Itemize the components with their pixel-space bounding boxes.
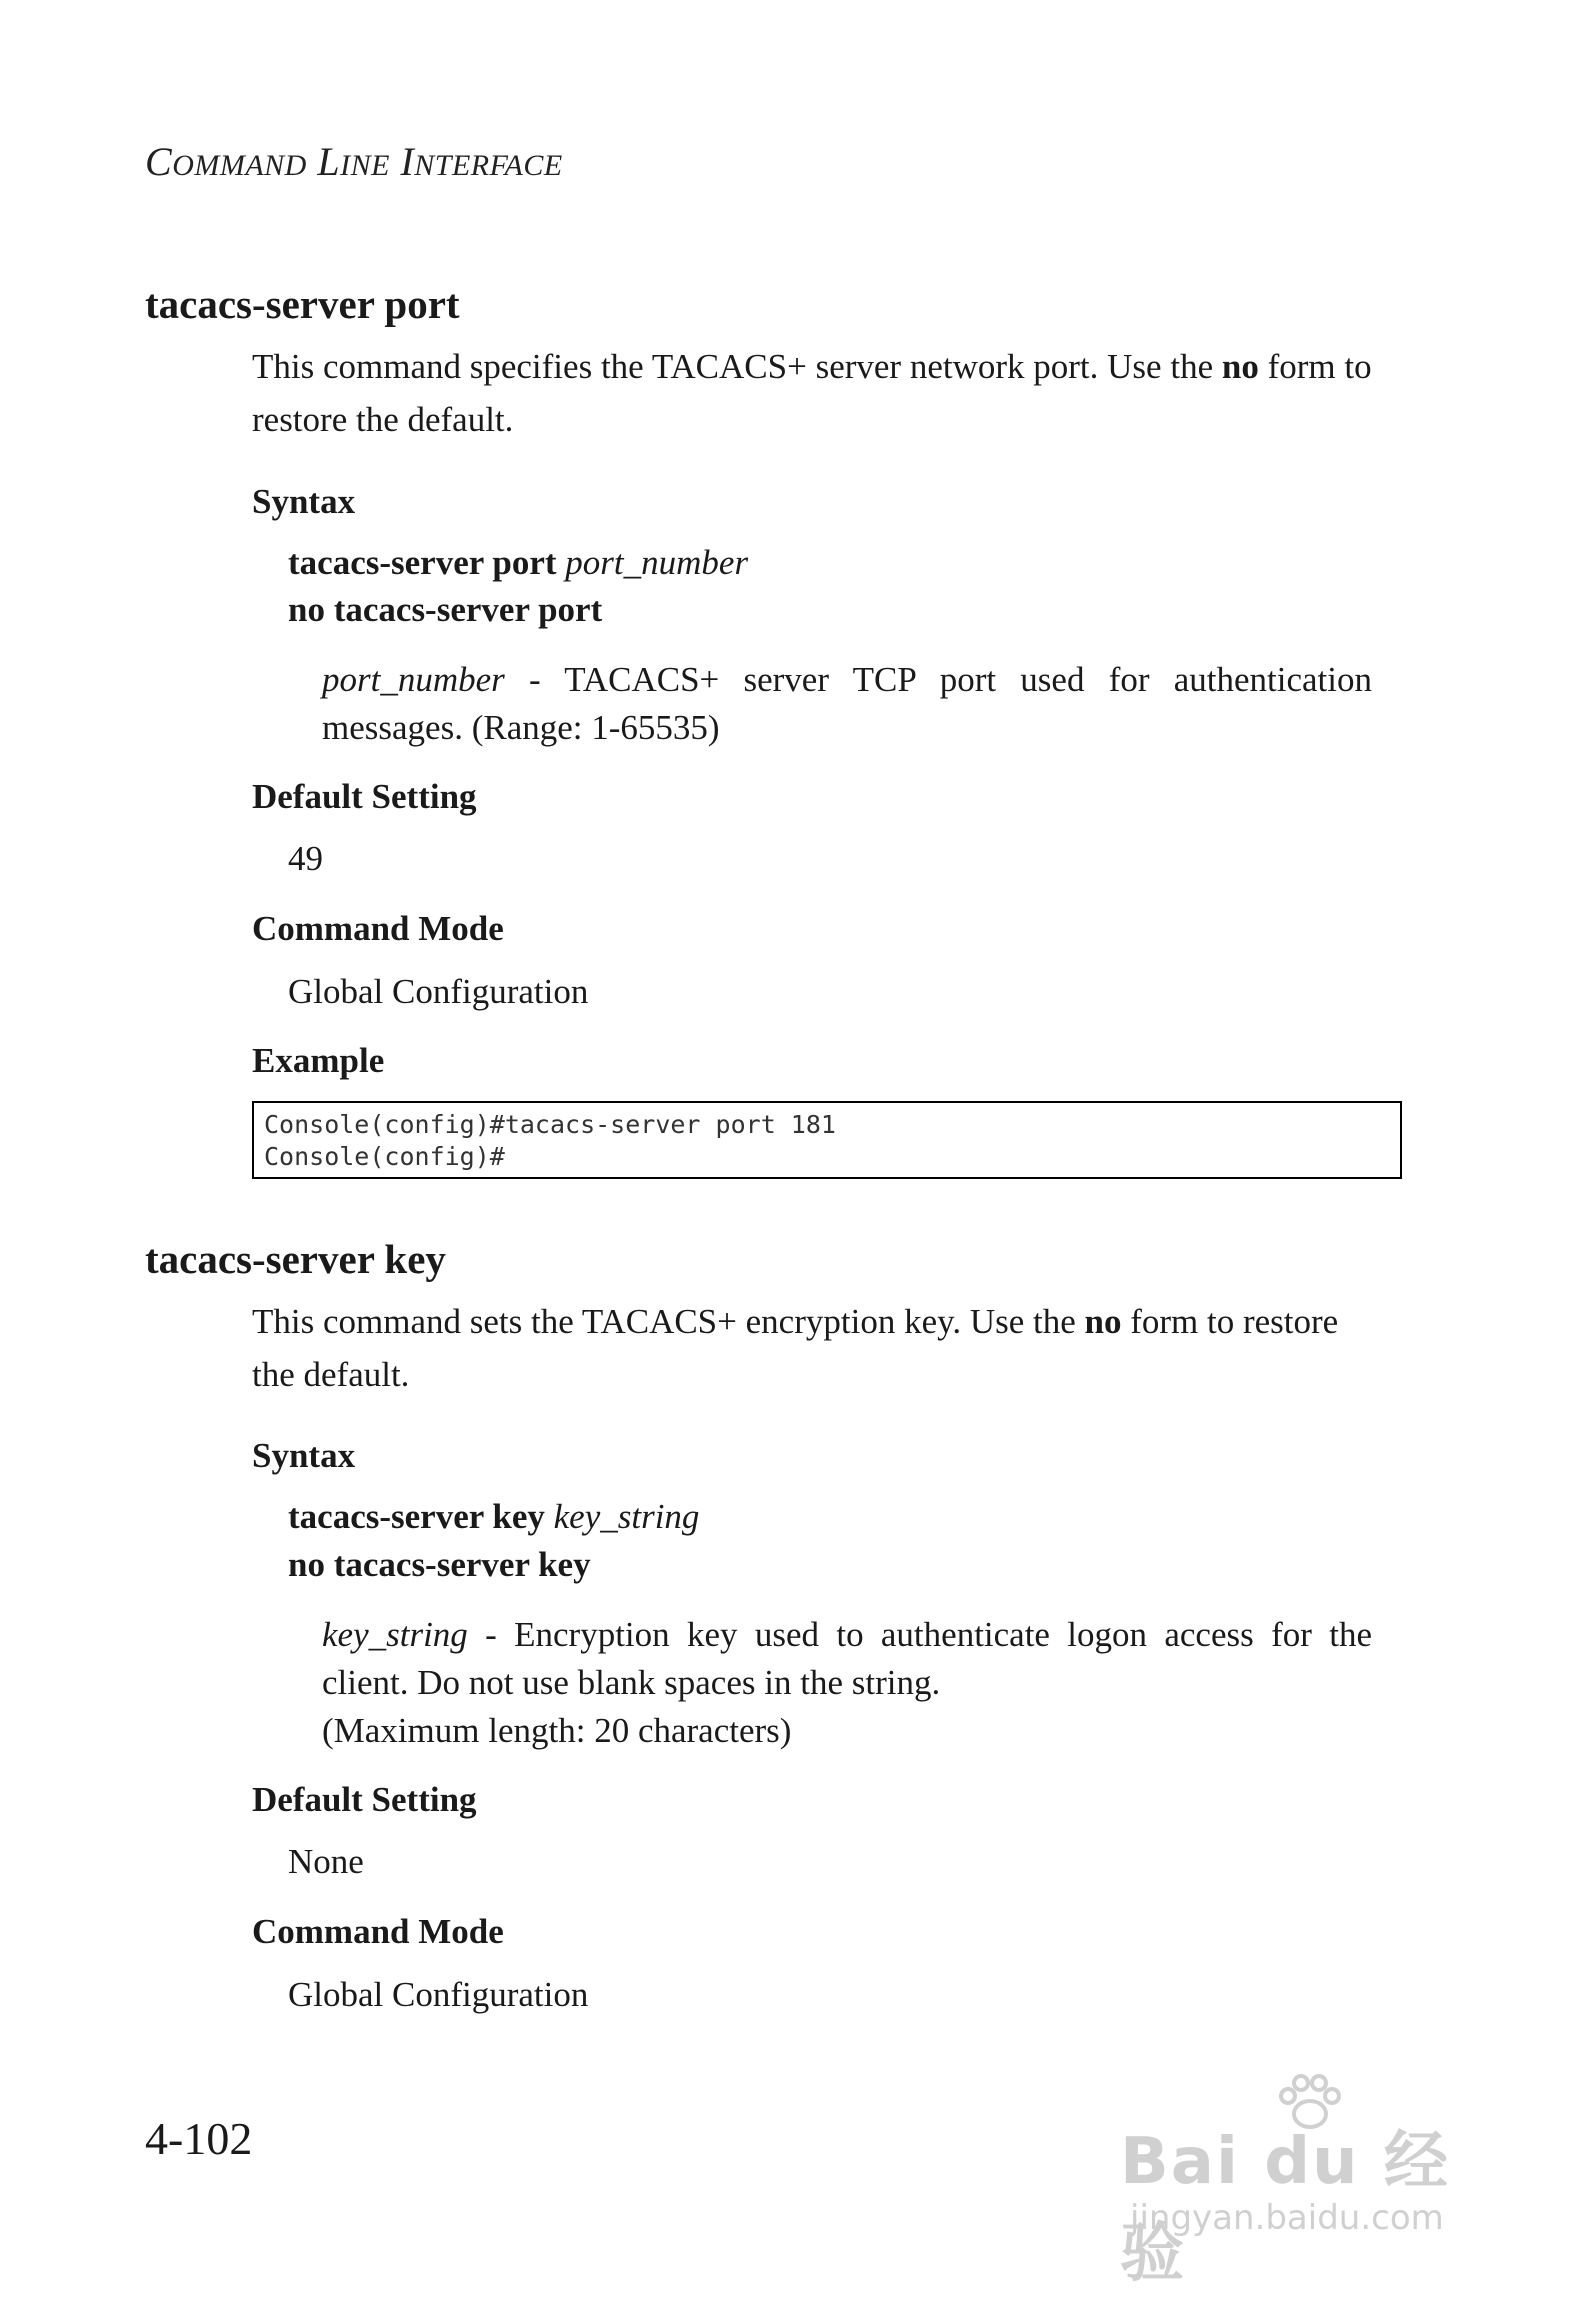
command-mode-value: Global Configuration — [288, 1975, 589, 2014]
syntax-line: tacacs-server key key_string — [288, 1497, 700, 1536]
command-mode-value: Global Configuration — [288, 972, 589, 1011]
syntax-line-no-form: no tacacs-server key — [288, 1545, 591, 1584]
default-setting-value: None — [288, 1842, 364, 1881]
watermark — [1120, 2070, 1500, 2291]
default-setting-value: 49 — [288, 839, 323, 878]
command-description: This command sets the TACACS+ encryption key. Use the no form to restore the default. — [252, 1302, 1339, 1394]
syntax-heading: Syntax — [252, 482, 356, 521]
parameter-description: key_string - Encryption key used to authenticate logon access for the client. Do not use blank spaces in the string. (Maximum length: 20 characters) — [322, 1615, 1372, 1750]
syntax-heading: Syntax — [252, 1436, 356, 1475]
syntax-line-no-form: no tacacs-server port — [288, 590, 603, 629]
default-setting-heading: Default Setting — [252, 777, 477, 816]
command-description: This command specifies the TACACS+ server network port. Use the no form to restore the default. — [252, 347, 1372, 439]
example-code-line: Console(config)#tacacs-server port 181 — [264, 1110, 836, 1139]
example-code-box — [252, 1101, 1402, 1179]
syntax-line: tacacs-server port port_number — [288, 543, 749, 582]
command-title: tacacs-server key — [145, 1236, 446, 1282]
parameter-description: port_number - TACACS+ server TCP port used for authentication messages. (Range: 1-65535) — [322, 660, 1372, 747]
example-code-line: Console(config)# — [264, 1142, 505, 1171]
watermark-url: jingyan.baidu.com — [1130, 2198, 1444, 2238]
command-mode-heading: Command Mode — [252, 909, 504, 948]
default-setting-heading: Default Setting — [252, 1780, 477, 1819]
command-title: tacacs-server port — [145, 281, 460, 327]
command-mode-heading: Command Mode — [252, 1912, 504, 1951]
watermark-logo: Bai du 经验 — [1120, 2125, 1450, 2291]
page-number: 4-102 — [145, 2113, 253, 2164]
example-heading: Example — [252, 1041, 385, 1080]
running-header: COMMAND LINE INTERFACE — [145, 139, 563, 184]
